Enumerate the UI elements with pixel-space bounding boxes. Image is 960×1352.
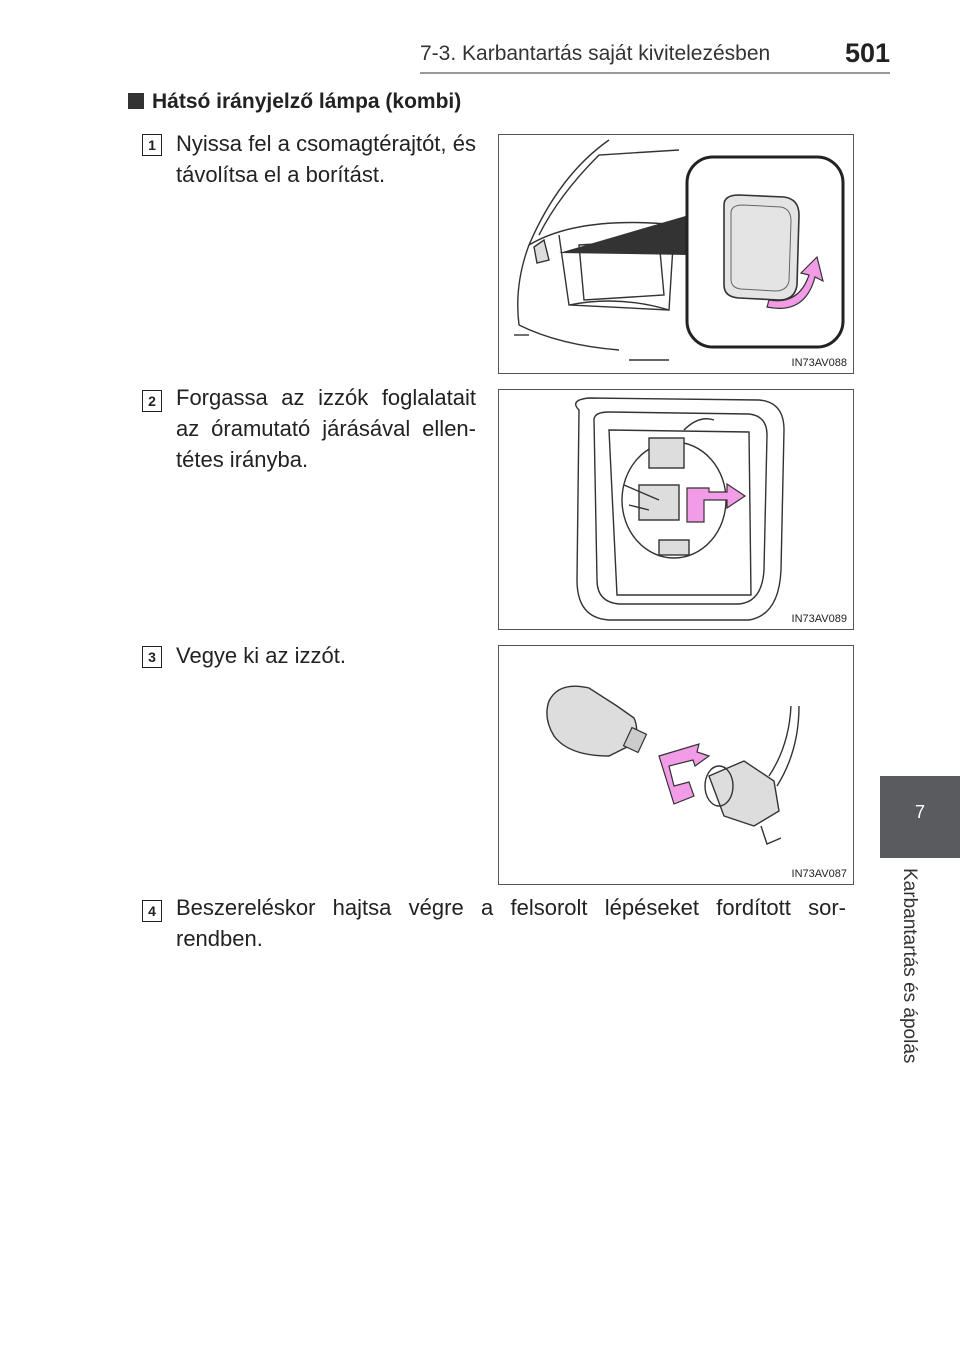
step-number-1: 1: [142, 134, 162, 156]
step-number-3: 3: [142, 646, 162, 668]
chapter-tab: 7: [880, 776, 960, 858]
figure-bulb-sockets: [498, 389, 854, 630]
figure-code: IN73AV089: [791, 613, 847, 625]
section-title: 7-3. Karbantartás saját kivitelezésben: [420, 42, 771, 65]
figure-code: IN73AV088: [791, 357, 847, 369]
lamp-housing-illustration: [499, 390, 853, 629]
step-number-2: 2: [142, 390, 162, 412]
step-text-1: Nyissa fel a csomagtérajtót, és távolítsa el a borítást.: [176, 131, 476, 187]
step-text-2: Forgassa az izzók foglalatait az óramutató járásával ellen-tétes irányba.: [176, 385, 476, 472]
figure-tailgate-cover: [498, 134, 854, 374]
page-header: [420, 38, 890, 78]
heading-text: Hátsó irányjelző lámpa (kombi): [152, 90, 462, 113]
header-rule: [420, 72, 890, 74]
figure-bulb-removal: [498, 645, 854, 885]
section-heading: [128, 90, 461, 114]
chapter-title: Karbantartás és ápolás: [899, 868, 920, 1064]
bulb-illustration: [499, 646, 853, 884]
square-bullet-icon: [128, 93, 144, 109]
chapter-side-label: [880, 868, 960, 1088]
page-number: 501: [844, 38, 890, 68]
step-text-4: Beszereléskor hajtsa végre a felsorolt lépéseket fordított sor-rendben.: [176, 895, 846, 951]
car-rear-illustration: [499, 135, 853, 373]
figure-code: IN73AV087: [791, 868, 847, 880]
step-text-3: Vegye ki az izzót.: [176, 643, 346, 668]
step-number-4: 4: [142, 900, 162, 922]
